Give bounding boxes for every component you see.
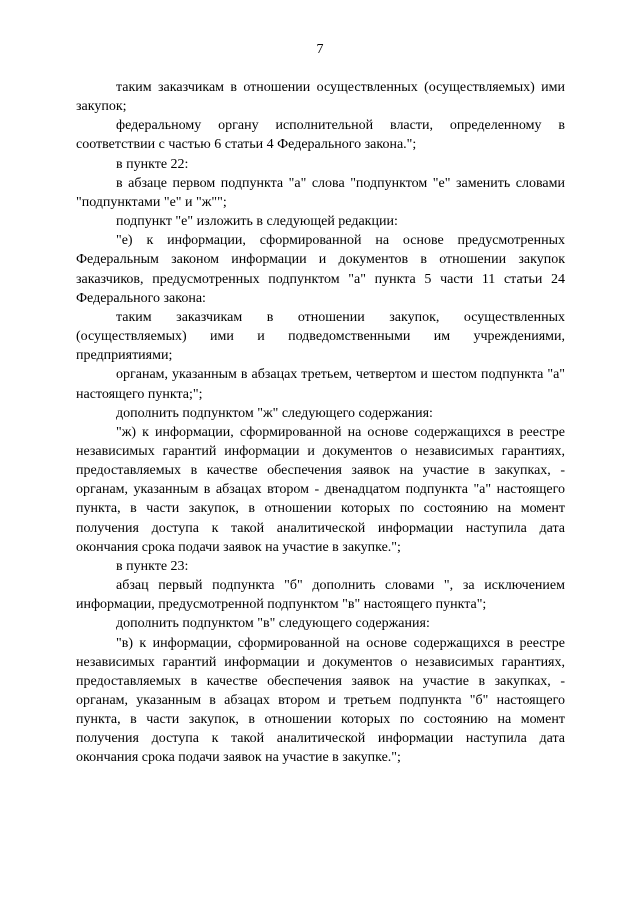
paragraph: в абзаце первом подпункта "а" слова "подпунктом "е" заменить словами "подпунктами "е" и "ж""; xyxy=(76,175,565,210)
paragraph: в пункте 23: xyxy=(116,558,189,574)
paragraph: таким заказчикам в отношении закупок, осуществленных (осуществляемых) ими и подведомственными им учреждениями, предприятиями; xyxy=(76,309,565,364)
paragraph: абзац первый подпункта "б" дополнить словами ", за исключением информации, предусмотренной подпунктом "в" настоящего пункта"; xyxy=(76,578,565,613)
paragraph: органам, указанным в абзацах третьем, четвертом и шестом подпункта "а" настоящего пункта;"; xyxy=(76,367,565,402)
paragraph: дополнить подпунктом "в" следующего содержания: xyxy=(116,616,430,632)
paragraph: "е) к информации, сформированной на основе предусмотренных Федеральным законом информации и документов в отношении закупок заказчиков, предусмотренных подпунктом "а" пункта 5 части 11 статьи 24 Федерального закона: xyxy=(76,233,565,306)
paragraph: "в) к информации, сформированной на основе содержащихся в реестре независимых гарантий информации и документов о независимых гарантиях, предоставляемых в качестве обеспечения заявок на участие в закупках, - органам, указанным в абзацах втором и третьем подпункта "б" настоящего пункта, в части закупок, в отношении которых по состоянию на момент получения доступа к такой аналитической информации наступила дата окончания срока подачи заявок на участие в закупке."; xyxy=(76,635,565,766)
paragraph: федеральному органу исполнительной власти, определенному в соответствии с частью 6 статьи 4 Федерального закона."; xyxy=(76,118,565,153)
paragraph: в пункте 22: xyxy=(116,156,189,172)
document-body xyxy=(76,78,565,768)
paragraph: подпункт "е" изложить в следующей редакции: xyxy=(116,214,398,230)
paragraph: таким заказчикам в отношении осуществленных (осуществляемых) ими закупок; xyxy=(76,80,565,115)
paragraph: "ж) к информации, сформированной на основе содержащихся в реестре независимых гарантий информации и документов о независимых гарантиях, предоставляемых в качестве обеспечения заявок на участие в закупках, - органам, указанным в абзацах втором - двенадцатом подпункта "а" настоящего пункта, в части закупок, в отношении которых по состоянию на момент получения доступа к такой аналитической информации наступила дата окончания срока подачи заявок на участие в закупке."; xyxy=(76,424,565,555)
paragraph: дополнить подпунктом "ж" следующего содержания: xyxy=(116,405,433,421)
page-number: 7 xyxy=(316,42,324,57)
